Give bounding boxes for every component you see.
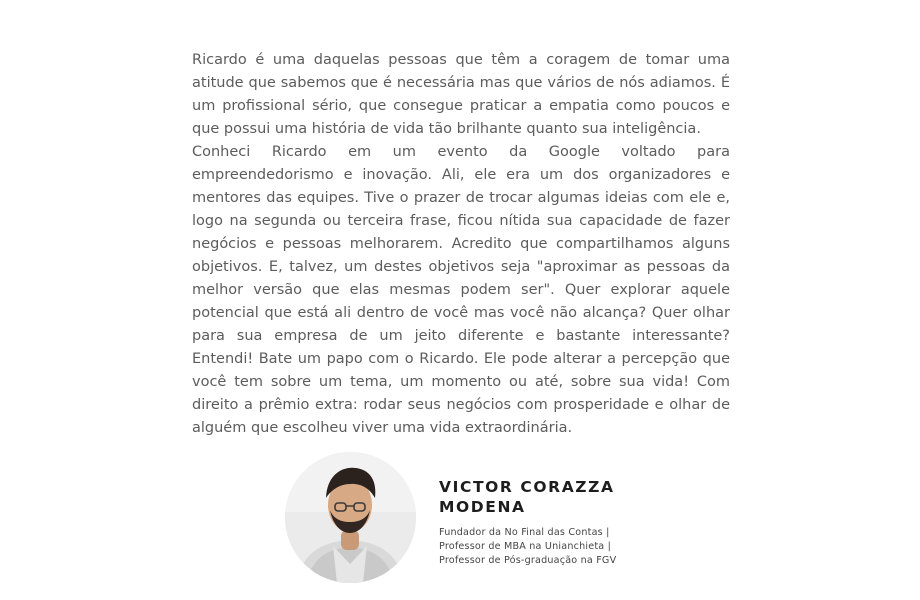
- author-name-line-2: MODENA: [439, 498, 526, 516]
- author-role-line-3: Professor de Pós-graduação na FGV: [439, 555, 617, 566]
- author-role-line-2: Professor de MBA na Unianchieta |: [439, 541, 612, 552]
- author-role: [439, 526, 659, 568]
- testimonial-text: [192, 49, 730, 440]
- testimonial-paragraph-1: Ricardo é uma daquelas pessoas que têm a coragem de tomar uma atitude que sabemos que é necessária mas que vários de nós adiamos. É um profissional sério, que consegue praticar a empatia como poucos e que possui uma história de vida tão brilhante quanto sua inteligência.: [192, 52, 730, 137]
- testimonial-paragraph-2: Conheci Ricardo em um evento da Google voltado para empreendedorismo e inovação. Ali, ele era um dos organizadores e mentores das equipes. Tive o prazer de trocar algumas ideias com ele e, logo na segunda ou terceira frase, ficou nítida sua capacidade de fazer negócios e pessoas melhorarem. Acredito que compartilhamos alguns objetivos. E, talvez, um destes objetivos seja "aproximar as pessoas da melhor versão que elas mesmas podem ser". Quer explorar aquele potencial que está ali dentro de você mas você não alcança? Quer olhar para sua empresa de um jeito diferente e bastante interessante? Entendi! Bate um papo com o Ricardo. Ele pode alterar a percepção que você tem sobre um tema, um momento ou até, sobre sua vida! Com direito a prêmio extra: rodar seus negócios com prosperidade e olhar de alguém que escolheu viver uma vida extraordinária.: [192, 144, 730, 436]
- author-role-line-1: Fundador da No Final das Contas |: [439, 527, 610, 538]
- author-photo-illustration: [285, 452, 416, 583]
- author-info: [439, 477, 659, 568]
- author-card: [285, 452, 665, 586]
- author-avatar: [285, 452, 416, 583]
- author-name: [439, 477, 659, 517]
- author-name-line-1: VICTOR CORAZZA: [439, 478, 615, 496]
